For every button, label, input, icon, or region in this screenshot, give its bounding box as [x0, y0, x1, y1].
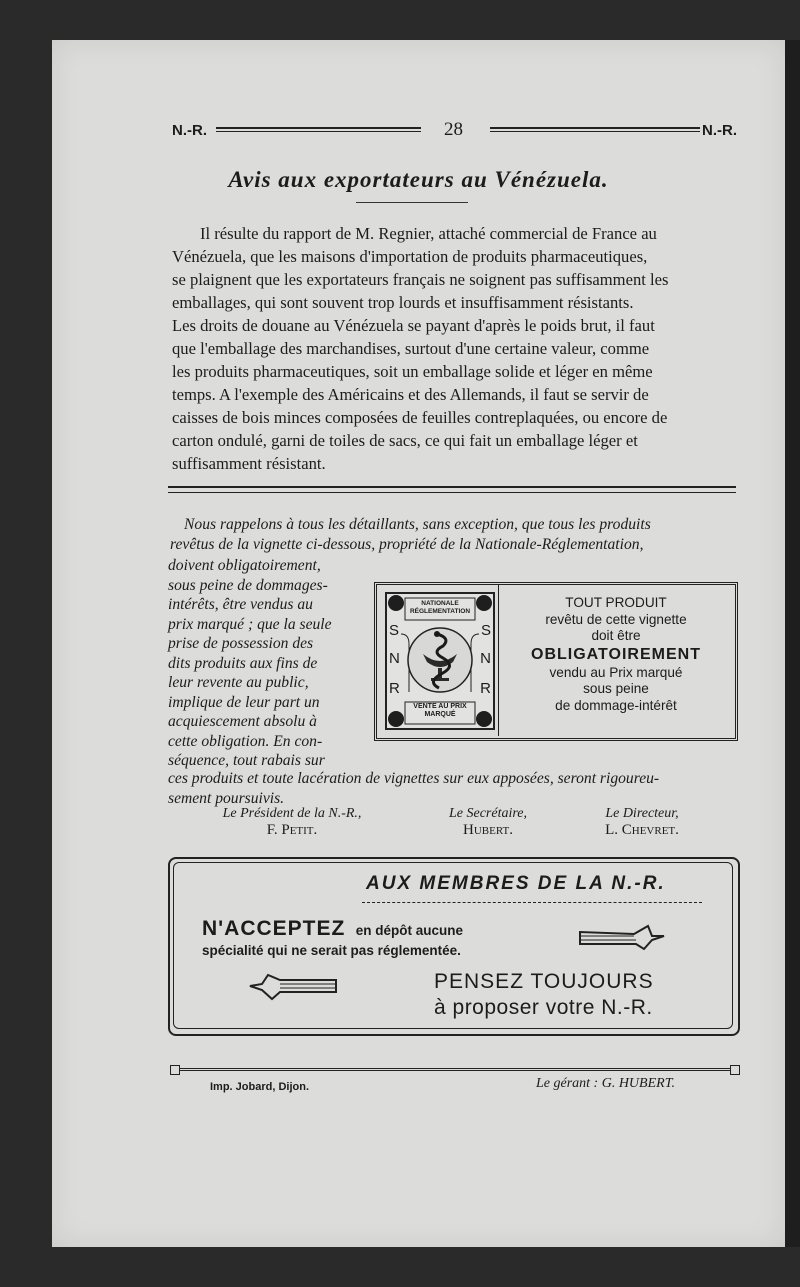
notice-line: cette obligation. En con-	[168, 732, 323, 750]
ad-accept-line	[202, 917, 463, 941]
vignette-line-emphasis: OBLIGATOIREMENT	[531, 645, 701, 663]
rule-end-square-right	[730, 1065, 740, 1075]
vignette-divider	[498, 584, 499, 736]
pointing-hand-icon-left	[246, 972, 338, 1002]
pointing-hand-icon-right	[578, 922, 668, 952]
stamp-letter: N	[389, 650, 400, 667]
header-left-code: N.-R.	[172, 122, 207, 139]
article-line: carton ondulé, garni de toiles de sacs, ce qui fait un emballage léger et	[172, 431, 638, 450]
article-line: Les droits de douane au Vénézuela se payant d'après le poids brut, il faut	[172, 316, 655, 335]
signature-role: Le Secrétaire,	[448, 806, 527, 821]
article-line: les produits pharmaceutiques, soit un emballage solide et léger en même	[172, 362, 653, 381]
vignette-line: de dommage-intérêt	[555, 697, 677, 713]
vignette-line: sous peine	[583, 681, 649, 696]
notice-line: implique de leur part un	[168, 693, 320, 711]
stamp-letter: S	[389, 622, 400, 639]
article-line: emballages, qui sont souvent trop lourds et insuffisamment résistants.	[172, 293, 634, 312]
notice-line: séquence, tout rabais sur	[168, 752, 325, 769]
notice-line: ces produits et toute lacération de vignettes sur eux apposées, seront rigoureu-	[168, 770, 660, 787]
page-number: 28	[444, 119, 463, 140]
notice-line: doivent obligatoirement,	[168, 557, 321, 574]
title-underline	[356, 202, 468, 203]
stamp-bottom-text: VENTE AU PRIX MARQUÉ	[413, 703, 467, 718]
notice-line: Nous rappelons à tous les détaillants, sans exception, que tous les produits	[184, 516, 651, 533]
signature-role: Le Directeur,	[605, 806, 679, 821]
rule-end-square-left	[170, 1065, 180, 1075]
notice-line: dits produits aux fins de	[168, 654, 318, 672]
article-line: que l'emballage des marchandises, surtout d'une certaine valeur, comme	[172, 339, 650, 358]
article-line: suffisamment résistant.	[172, 454, 326, 473]
ad-accept-line2: spécialité qui ne serait pas réglementée.	[202, 943, 461, 958]
stamp-letter: R	[480, 680, 491, 697]
notice-line: prise de possession des	[168, 635, 314, 652]
vignette-stamp	[385, 592, 495, 730]
notice-line: leur revente au public,	[168, 674, 309, 691]
footer-printer: Imp. Jobard, Dijon.	[210, 1081, 310, 1093]
article-title: Avis aux exportateurs au Vénézuela.	[228, 167, 609, 192]
stamp-top-text: NATIONALE RÉGLEMENTATION	[409, 600, 471, 615]
notice-line: acquiescement absolu à	[168, 713, 317, 730]
article-line: Il résulte du rapport de M. Regnier, attaché commercial de France au	[200, 224, 657, 243]
article-line: se plaignent que les exportateurs français ne soignent pas suffisamment les	[172, 270, 669, 289]
ad-pensez: PENSEZ TOUJOURS	[434, 970, 654, 993]
ad-heading-underline	[362, 902, 702, 903]
notice-line: intérêts, être vendus au	[168, 596, 313, 613]
signature-name: F. Petit.	[266, 822, 318, 838]
stamp-letter: N	[480, 650, 491, 667]
signature-director	[572, 806, 712, 839]
signature-president	[192, 806, 392, 839]
header-rule-left	[216, 127, 421, 132]
book-spine	[785, 40, 800, 1247]
header-right-code: N.-R.	[702, 122, 737, 139]
ad-heading: AUX MEMBRES DE LA N.-R.	[366, 873, 666, 894]
section-separator-top	[168, 486, 736, 488]
footer-rule	[180, 1068, 730, 1071]
article-line: temps. A l'exemple des Américains et des Allemands, il faut se servir de	[172, 385, 649, 404]
signature-role: Le Président de la N.-R.,	[222, 806, 362, 821]
notice-line: prix marqué ; que la seule	[168, 615, 332, 633]
ad-accept-rest: en dépôt aucune	[355, 923, 464, 938]
ad-accept-big: N'ACCEPTEZ	[202, 917, 346, 940]
article-line: Vénézuela, que les maisons d'importation de produits pharmaceutiques,	[172, 247, 648, 266]
stamp-letter: R	[389, 680, 400, 697]
document-page	[52, 40, 785, 1247]
article-body	[172, 222, 740, 475]
signature-name: L. Chevret.	[605, 822, 679, 838]
notice-intro	[170, 515, 740, 554]
notice-line: sement poursuivis.	[168, 789, 285, 807]
section-separator-bottom	[168, 492, 736, 493]
vignette-line: revêtu de cette vignette	[545, 611, 687, 627]
vignette-line: TOUT PRODUIT	[565, 595, 667, 610]
notice-line: revêtus de la vignette ci-dessous, propriété de la Nationale-Réglementation,	[170, 535, 644, 553]
article-line: caisses de bois minces composées de feuilles contreplaquées, ou encore de	[172, 408, 668, 427]
header-rule-right	[490, 127, 700, 132]
ad-proposer: à proposer votre N.-R.	[434, 996, 653, 1019]
vignette-line: vendu au Prix marqué	[549, 664, 683, 680]
stamp-letter: S	[480, 622, 491, 639]
notice-conclusion	[168, 769, 740, 808]
notice-line: sous peine de dommages-	[168, 576, 328, 594]
notice-left-column	[168, 556, 368, 771]
signature-secretary	[418, 806, 558, 839]
vignette-line: doit être	[591, 628, 641, 643]
signature-name: Hubert.	[463, 822, 513, 838]
footer-gerant: Le gérant : G. HUBERT.	[536, 1076, 675, 1091]
vignette-text	[500, 595, 732, 714]
